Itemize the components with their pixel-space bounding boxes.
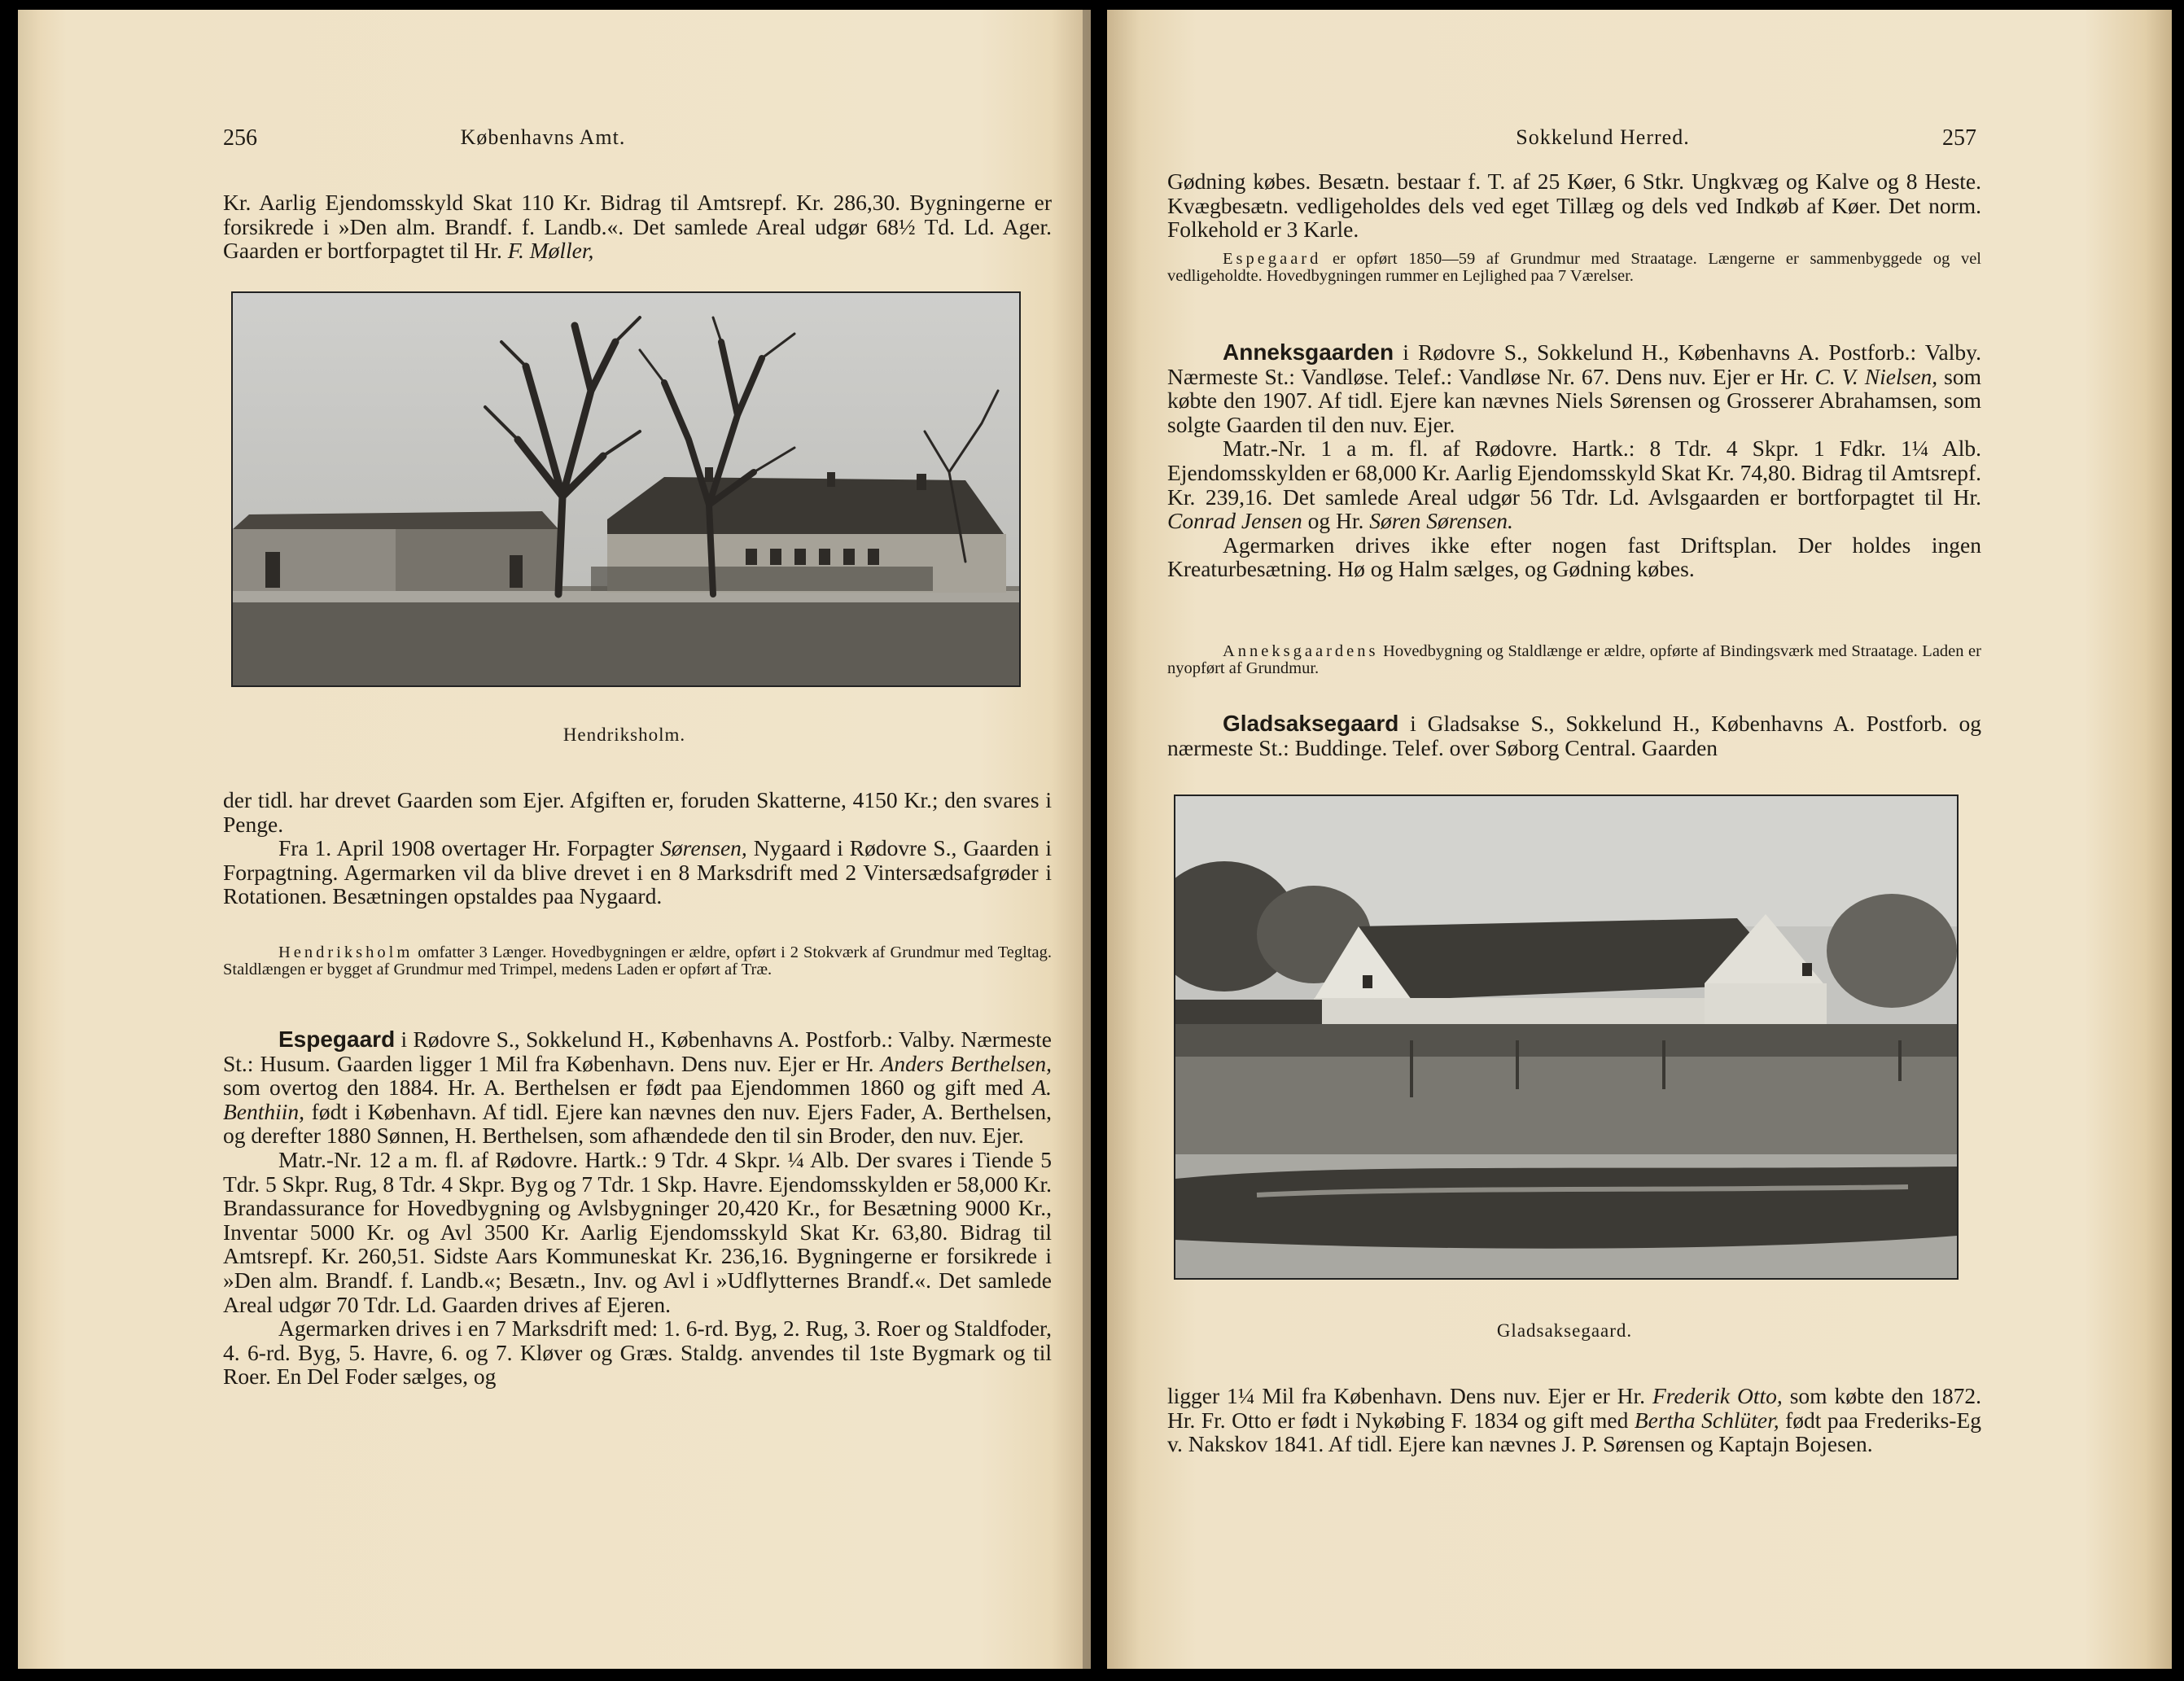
entry-title: Anneksgaarden xyxy=(1223,339,1394,365)
espegaard-entry: Espegaard i Rødovre S., Sokkelund H., Københavns A. Postforb.: Valby. Nærmeste St.: Husum. Gaarden ligger 1 Mil fra København. Dens nuv. Ejer er Hr. Anders Berthelsen, som overtog den 1884. Hr. A. Berthelsen er født paa Ejendommen 1860 og gift med A. Benthiin, født i København. Af tidl. Ejere kan nævnes den nuv. Ejers Fader, A. Berthelsen, og derefter 1880 Sønnen, H. Berthelsen, som afhændede den til sin Broder, den nuv. Ejer. Matr.-Nr. 12 a m. fl. af Rødovre. Hartk.: 9 Tdr. 4 Skpr. ¼ Alb. Der svares i Tiende 5 Tdr. 5 Skpr. Rug, 8 Tdr. 4 Skpr. Byg og 7 Tdr. 1 Skp. Havre. Ejendomsskylden er 58,000 Kr. Brandassurance for Hovedbygning og Avlsbygninger 20,420 Kr., for Besætning 9000 Kr., Inventar 5000 Kr. og Avl 3500 Kr. Aarlig Ejendomsskyld Skat Kr. 63,80. Bidrag til Amtsrepf. Kr. 260,51. Sidste Aars Kommuneskat Kr. 236,16. Bygningerne er forsikrede i »Den alm. Brandf. f. Landb.«; Besætn., Inv. og Avl i »Udflytternes Brandf.«. Det samlede Areal udgør 70 Tdr. Ld. Gaarden drives af Ejeren. Agermarken drives i en 7 Marksdrift med: 1. 6-rd. Byg, 2. Rug, 3. Roer og Staldfoder, 4. 6-rd. Byg, 5. Havre, 6. og 7. Kløver og Græs. Staldg. anvendes til 1ste Bygmark og til Roer. En Del Foder sælges, og xyxy=(223,1027,1052,1390)
gladsaksegaard-photo xyxy=(1174,795,1959,1280)
left-page xyxy=(18,10,1091,1669)
gladsaksegaard-continued: ligger 1¼ Mil fra København. Dens nuv. Ejer er Hr. Frederik Otto, som købte den 1872. Hr. Fr. Otto er født i Nykøbing F. 1834 og gift med Bertha Schlüter, født paa Frederiks-Eg v. Nakskov 1841. Af tidl. Ejere kan nævnes J. P. Sørensen og Kaptajn Bojesen. xyxy=(1167,1383,1981,1457)
anneksgaarden-entry: Anneksgaarden i Rødovre S., Sokkelund H., Københavns A. Postforb.: Valby. Nærmeste St.: Vandløse. Telef.: Vandløse Nr. 67. Dens nuv. Ejer er Hr. C. V. Nielsen, som købte den 1907. Af tidl. Ejere kan nævnes Niels Sørensen og Grosserer Abrahamsen, som solgte Gaarden til den nuv. Ejer. Matr.-Nr. 1 a m. fl. af Rødovre. Hartk.: 8 Tdr. 4 Skpr. 1 Fdkr. 1¼ Alb. Ejendomsskylden er 68,000 Kr. Aarlig Ejendomsskyld Skat Kr. 74,80. Bidrag til Amtsrepf. Kr. 239,16. Det samlede Areal udgør 56 Tdr. Ld. Avlsgaarden er bortforpagtet til Hr. Conrad Jensen og Hr. Søren Sørensen. Agermarken drives ikke efter nogen fast Driftsplan. Der holdes ingen Kreaturbesætning. Hø og Halm sælges, og Gødning købes. xyxy=(1167,339,1981,582)
gladsaksegaard-entry: Gladsaksegaard i Gladsakse S., Sokkelund H., Københavns A. Postforb. og nærmeste St.: Buddinge. Telef. over Søborg Central. Gaarden xyxy=(1167,711,1981,760)
top-paragraph: Gødning købes. Besætn. bestaar f. T. af 25 Køer, 6 Stkr. Ungkvæg og Kalve og 8 Heste. Kvægbesætn. vedligeholdes dels ved eget Tillæg og dels ved Indkøb af Køer. Det norm. Folkehold er 3 Karle. xyxy=(1167,169,1981,243)
entry-title: Gladsaksegaard xyxy=(1223,711,1399,736)
anneksgaarden-note: Anneksgaardens Hovedbygning og Staldlænge er ældre, opførte af Bindingsværk med Straatage. Laden er nyopført af Grundmur. xyxy=(1167,642,1981,678)
hendriksholm-photo xyxy=(231,291,1021,687)
entry-title: Espegaard xyxy=(278,1027,396,1052)
page-number: 256 xyxy=(223,125,257,151)
photo-caption: Hendriksholm. xyxy=(562,724,686,745)
running-head: Københavns Amt. xyxy=(460,125,626,149)
gutter-shadow xyxy=(1083,10,1091,1669)
small-note: Hendriksholm omfatter 3 Længer. Hovedbygningen er ældre, opført i 2 Stokværk af Grundmur med Tegltag. Staldlængen er bygget af Grundmur med Trimpel, medens Laden er opført af Træ. xyxy=(223,943,1052,979)
photo-caption: Gladsaksegaard. xyxy=(1496,1320,1633,1341)
right-page: Sokkelund Herred. 257 Gødning købes. Besætn. bestaar f. T. af 25 Køer, 6 Stkr. Ungkvæg og Kalve og 8 Heste. Kvægbesætn. vedligeholdes dels ved eget Tillæg og dels ved Indkøb af Køer. Det norm. Folkehold er 3 Karle. Espegaard er opført 1850—59 af Grundmur med Straatage. Længerne er sammenbyggede og vel vedligeholdte. Hovedbygningen rummer en Lejlighed paa 7 Værelser. Anneksgaarden i Rødovre S., Sokkelund H., Københavns A. Postforb.: Valby. Nærmeste St.: Vandløse. Telef.: Vandløse Nr. 67. Dens nuv. Ejer er Hr. C. V. Nielsen, som købte den 1907. Af tidl. Ejere kan nævnes Niels Sørensen og Grosserer Abrahamsen, som solgte Gaarden til den nuv. Ejer. Matr.-Nr. 1 a m. fl. af Rødovre. Hartk.: 8 Tdr. 4 Skpr. 1 Fdkr. 1¼ Alb. Ejendomsskylden er 68,000 Kr. Aarlig Ejendomsskyld Skat Kr. 74,80. Bidrag til Amtsrepf. Kr. 239,16. Det samlede Areal udgør 56 Tdr. Ld. Avlsgaarden er bortforpagtet til Hr. Conrad Jensen og Hr. Søren Sørensen. Agermarken drives ikke efter nogen fast Driftsplan. Der holdes ingen Kreaturbesætning. Hø og Halm sælges, og Gødning købes. Anneksgaardens Hovedbygning og Staldlænge er ældre, opførte af Bindingsværk med Straatage. Laden er nyopført af Grundmur. Gladsaksegaard i Gladsakse S., Sokkelund H., Københavns A. Postforb. og nærmeste St.: Buddinge. Telef. over Søborg Central. Gaarden Gladsaksegaard. ligger 1¼ Mil fra København. Dens nuv. Ejer er Hr. Frederik Otto, som købte den 1872. Hr. Fr. Otto er født i Nykøbing F. 1834 og gift med Bertha Schlüter, født paa Frederiks-Eg v. Nakskov 1841. Af tidl. Ejere kan nævnes J. P. Sørensen og Kaptajn Bojesen. xyxy=(1107,10,2172,1669)
espegaard-note: Espegaard er opført 1850—59 af Grundmur med Straatage. Længerne er sammenbyggede og vel vedligeholdte. Hovedbygningen rummer en Lejlighed paa 7 Værelser. xyxy=(1167,250,1981,286)
mid-paragraphs: der tidl. har drevet Gaarden som Ejer. Afgiften er, foruden Skatterne, 4150 Kr.; den svares i Penge. Fra 1. April 1908 overtager Hr. Forpagter Sørensen, Nygaard i Rødovre S., Gaarden i Forpagtning. Agermarken vil da blive drevet i en 8 Marksdrift med 2 Vintersædsafgrøder i Rotationen. Besætningen opstaldes paa Nygaard. xyxy=(223,787,1052,909)
running-head: Sokkelund Herred. xyxy=(1516,125,1690,149)
top-paragraph: Kr. Aarlig Ejendomsskyld Skat 110 Kr. Bidrag til Amtsrepf. Kr. 286,30. Bygningerne er forsikrede i »Den alm. Brandf. f. Landb.«. Det samlede Areal udgør 68½ Td. Ld. Ager. Gaarden er bortforpagtet til Hr. F. Møller, xyxy=(223,190,1052,264)
